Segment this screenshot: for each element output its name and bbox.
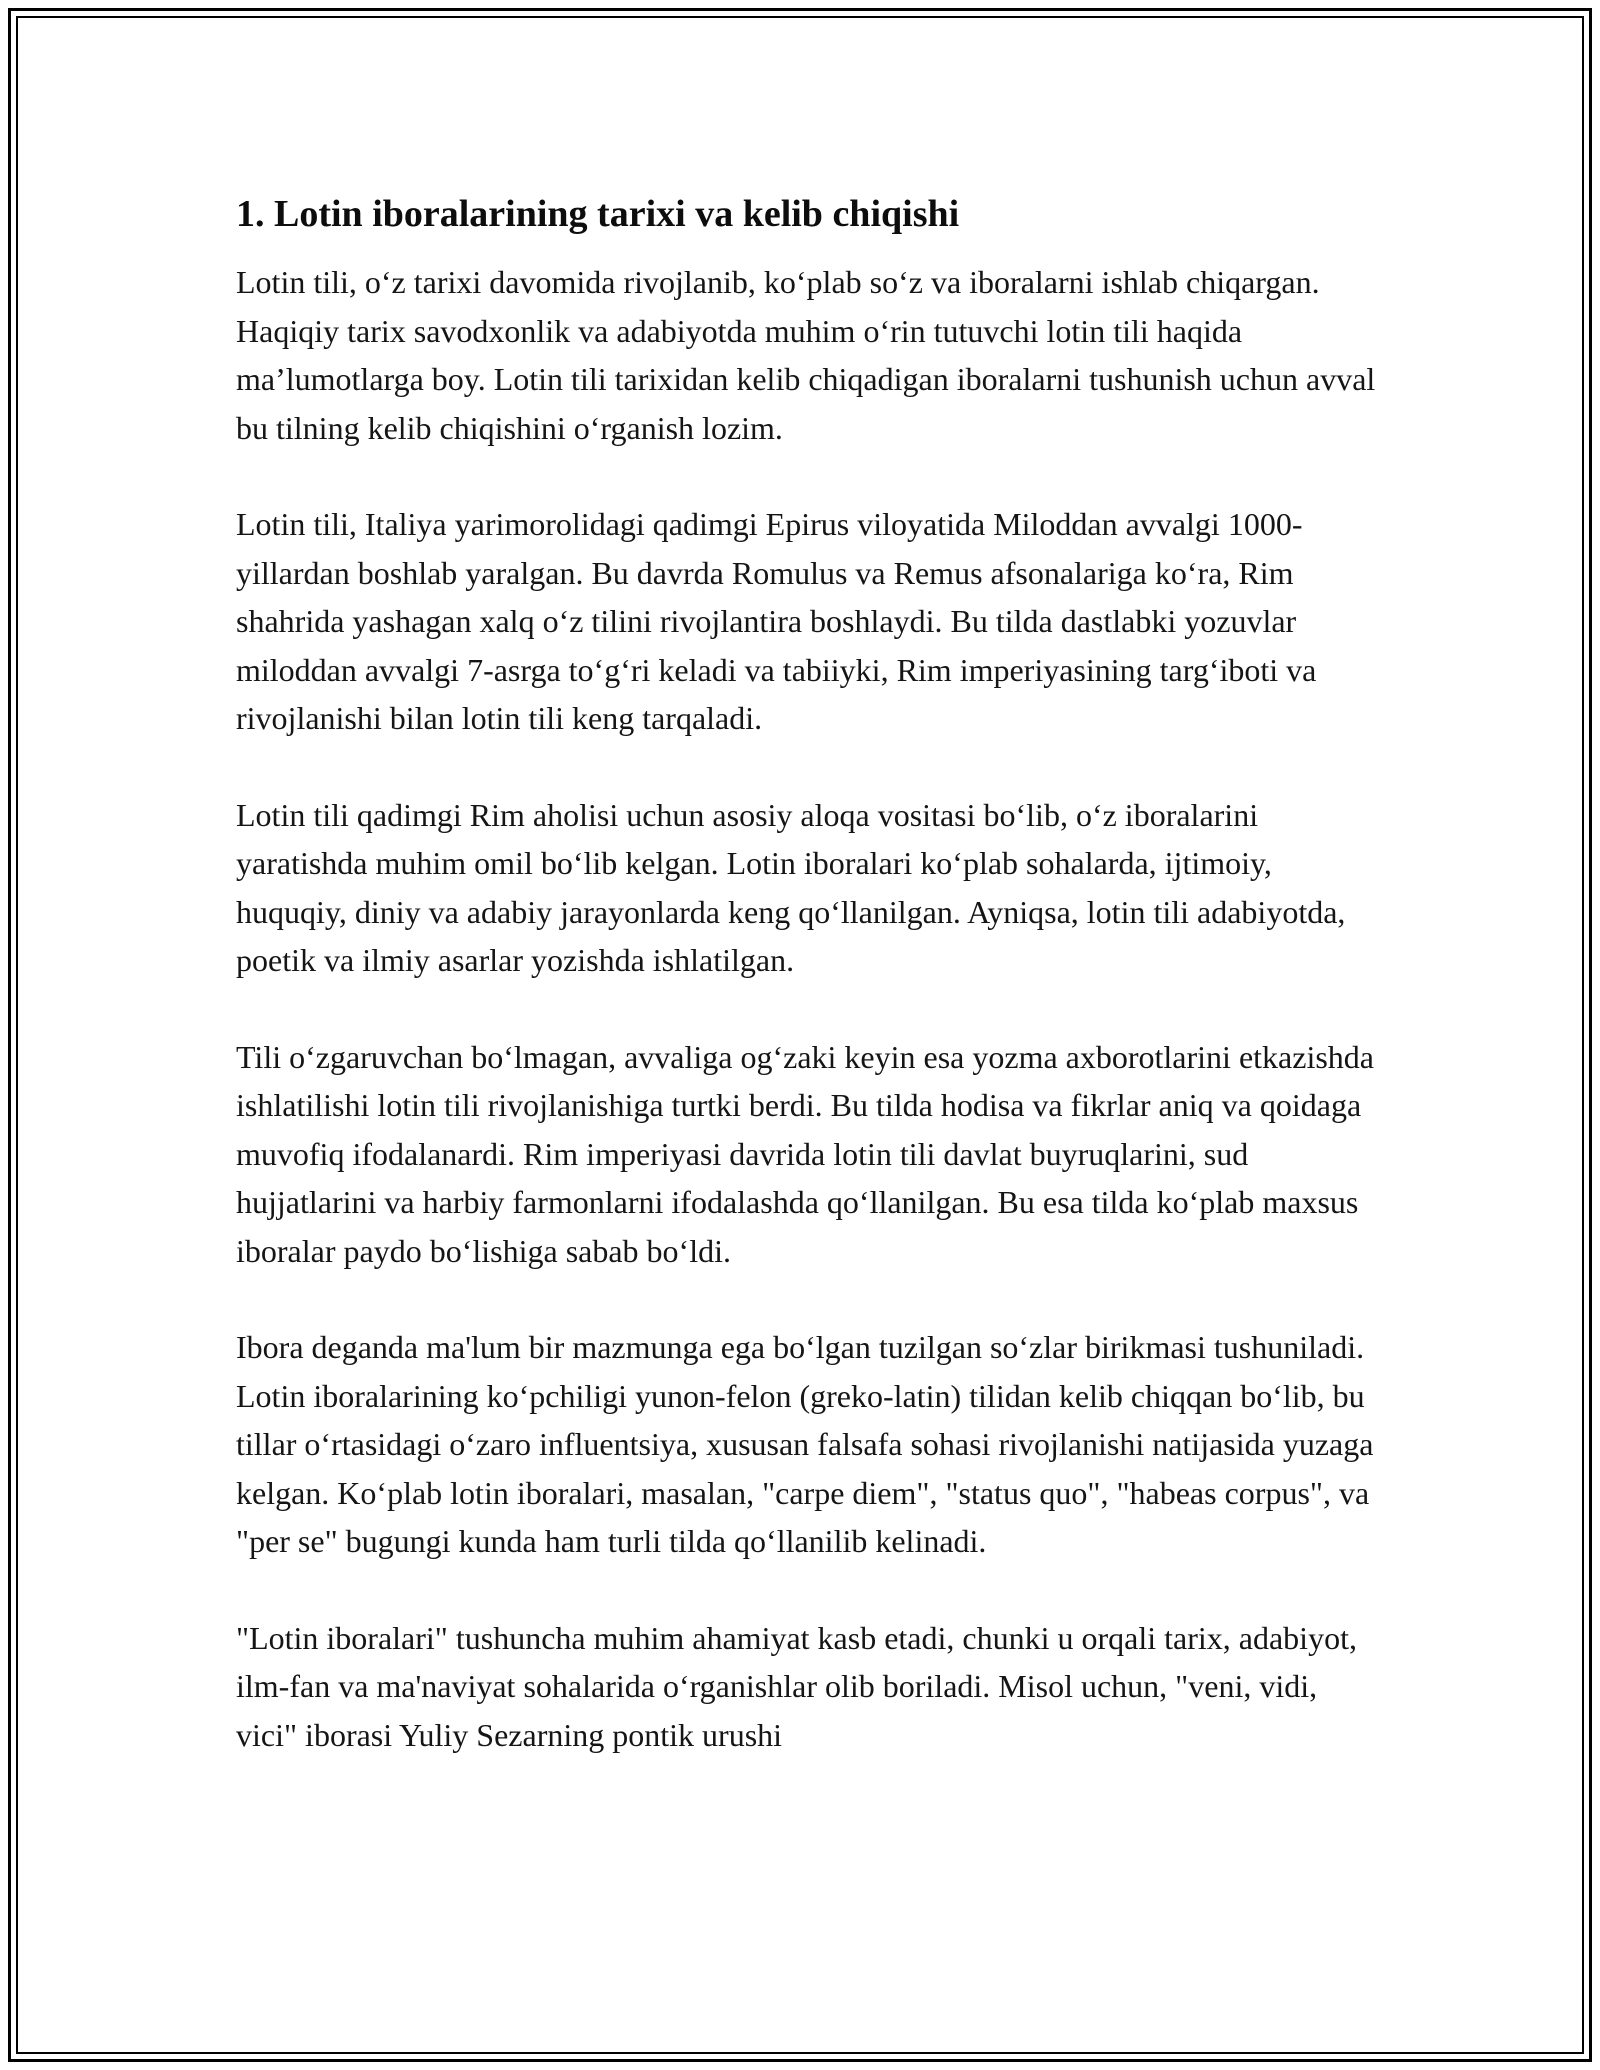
paragraph-3: Lotin tili qadimgi Rim aholisi uchun asosiy aloqa vositasi bo‘lib, o‘z iboralarini yaratishda muhim omil bo‘lib kelgan. Lotin iboralari ko‘plab sohalarda, ijtimoiy, huquqiy, diniy va adabiy jarayonlarda keng qo‘llanilgan. Ayniqsa, lotin tili adabiyotda, poetik va ilmiy asarlar yozishda ishlatilgan. [236, 796, 1346, 978]
document-body [236, 188, 1376, 1759]
paragraph-6: "Lotin iboralari" tushuncha muhim ahamiyat kasb etadi, chunki u orqali tarix, adabiyot, ilm-fan va ma'naviyat sohalarida o‘rganishlar olib boriladi. Misol uchun, "veni, vidi, vici" iborasi Yuliy Sezarning pontik urushi [236, 1619, 1357, 1753]
paragraph-4: Tili o‘zgaruvchan bo‘lmagan, avvaliga og‘zaki keyin esa yozma axborotlarini etkazishda ishlatilishi lotin tili rivojlanishiga turtki berdi. Bu tilda hodisa va fikrlar aniq va qoidaga muvofiq ifodalanardi. Rim imperiyasi davrida lotin tili davlat buyruqlarini, sud hujjatlarini va harbiy farmonlarni ifodalashda qo‘llanilgan. Bu esa tilda ko‘plab maxsus iboralar paydo bo‘lishiga sabab bo‘ldi. [236, 1038, 1374, 1269]
paragraph-1: Lotin tili, o‘z tarixi davomida rivojlanib, ko‘plab so‘z va iboralarni ishlab chiqargan. Haqiqiy tarix savodxonlik va adabiyotda muhim o‘rin tutuvchi lotin tili haqida ma’lumotlarga boy. Lotin tili tarixidan kelib chiqadigan iboralarni tushunish uchun avval bu tilning kelib chiqishini o‘rganish lozim. [236, 264, 1376, 446]
paragraph-2: Lotin tili, Italiya yarimorolidagi qadimgi Epirus viloyatida Miloddan avvalgi 1000-yillardan boshlab yaralgan. Bu davrda Romulus va Remus afsonalariga ko‘ra, Rim shahrida yashagan xalq o‘z tilini rivojlantira boshlaydi. Bu tilda dastlabki yozuvlar miloddan avvalgi 7-asrga to‘g‘ri keladi va tabiiyki, Rim imperiyasining targ‘iboti va rivojlanishi bilan lotin tili keng tarqaladi. [236, 506, 1317, 736]
paragraph-5: Ibora deganda ma'lum bir mazmunga ega bo‘lgan tuzilgan so‘zlar birikmasi tushuniladi. Lotin iboralarining ko‘pchiligi yunon-felon (greko-latin) tilidan kelib chiqqan bo‘lib, bu tillar o‘rtasidagi o‘zaro influentsiya, xususan falsafa sohasi rivojlanishi natijasida yuzaga kelgan. Ko‘plab lotin iboralari, masalan, "carpe diem", "status quo", "habeas corpus", va "per se" bugungi kunda ham turli tilda qo‘llanilib kelinadi. [236, 1329, 1374, 1559]
section-heading: 1. Lotin iboralarining tarixi va kelib chiqishi [236, 193, 960, 235]
